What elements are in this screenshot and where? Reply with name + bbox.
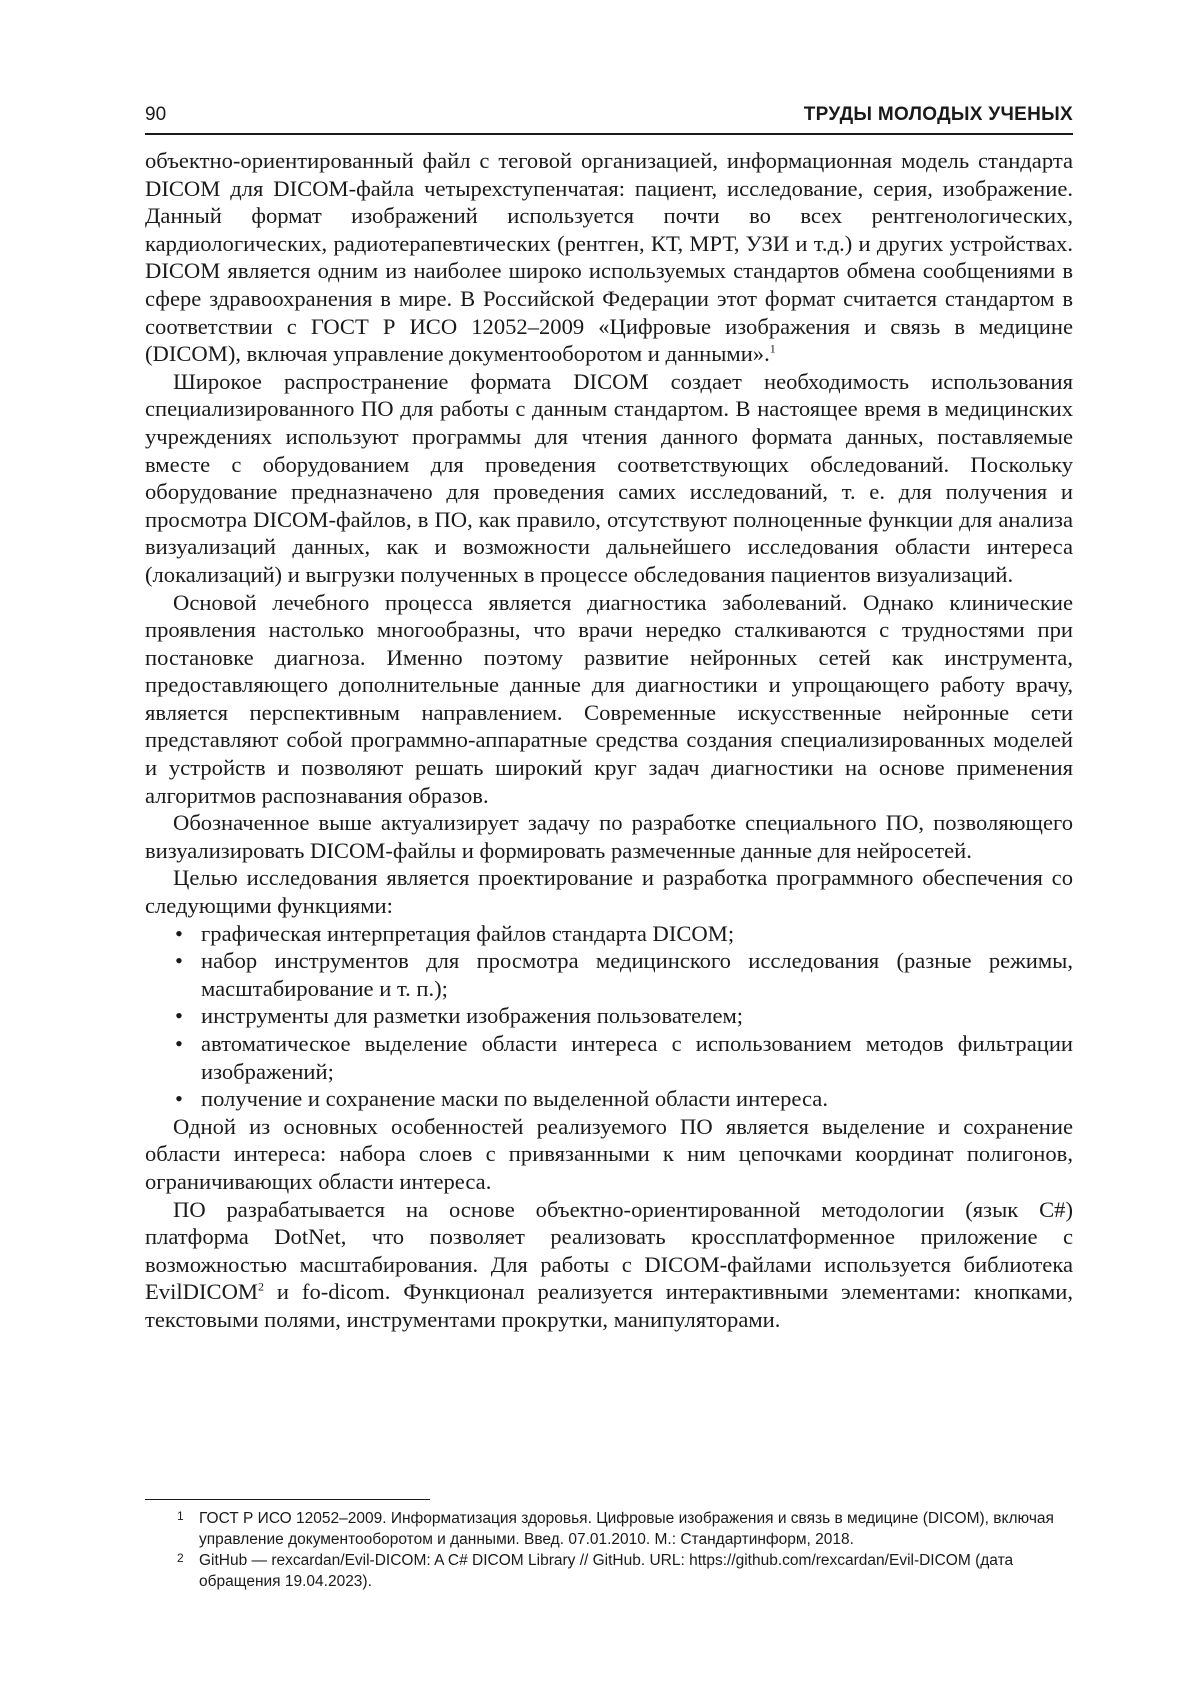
footnote-ref-1[interactable]: 1 (769, 341, 776, 356)
function-list (145, 920, 1073, 1113)
footnote-number: 1 (177, 1509, 184, 1523)
paragraph-1-text: объектно-ориентированный файл с теговой организацией, информационная модель стандарта DICOM для DICOM-файла четырехступенчатая: пациент, исследование, серия, изображение. Данный формат изображений используется почти во всех рентгенологических, кардиологических, радиотерапевтических (рентген, КТ, МРТ, УЗИ и т.д.) и других устройствах. DICOM является одним из наиболее широко используемых стандартов обмена сообщениями в сфере здравоохранения в мире. В Российской Федерации этот формат считается стандартом в соответствии с ГОСТ Р ИСО 12052–2009 «Цифровые изображения и связь в медицине (DICOM), включая управление документооборотом и данными». (145, 148, 1073, 367)
list-item: • инструменты для разметки изображения пользователем; (201, 1002, 1073, 1030)
footnote-1 (145, 1508, 1073, 1550)
paragraph-1 (145, 147, 1073, 368)
list-item: • автоматическое выделение области интереса с использованием методов фильтрации изображений; (201, 1030, 1073, 1085)
paragraph-2: Широкое распространение формата DICOM создает необходимость использования специализированного ПО для работы с данным стандартом. В настоящее время в медицинских учреждениях используют программы для чтения данного формата данных, поставляемые вместе с оборудованием для проведения соответствующих обследований. Поскольку оборудование предназначено для проведения самих исследований, т. е. для получения и просмотра DICOM-файлов, в ПО, как правило, отсутствуют полноценные функции для анализа визуализаций данных, как и возможности дальнейшего исследования области интереса (локализаций) и выгрузки полученных в процессе обследования пациентов визуализаций. (145, 368, 1073, 587)
footnote-divider (145, 1499, 430, 1500)
paragraph-7 (145, 1196, 1073, 1334)
footnote-text: ГОСТ Р ИСО 12052–2009. Информатизация здоровья. Цифровые изображения и связь в медицине (DICOM), включая управление документооборотом и данными. Введ. 07.01.2010. М.: Стандартинформ, 2018. (199, 1510, 1054, 1548)
footnote-2 (145, 1550, 1073, 1592)
list-item: • набор инструментов для просмотра медицинского исследования (разные режимы, масштабирование и т. п.); (201, 947, 1073, 1002)
page (145, 104, 1073, 1334)
list-item: • графическая интерпретация файлов стандарта DICOM; (201, 920, 1073, 948)
article-body (145, 147, 1073, 1334)
paragraph-4: Обозначенное выше актуализирует задачу по разработке специального ПО, позволяющего визуализировать DICOM-файлы и формировать размеченные данные для нейросетей. (145, 810, 1073, 863)
paragraph-7-text-a: ПО разрабатывается на основе объектно-ориентированной методологии (язык C#) платформа DotNet, что позволяет реализовать кроссплатформенное приложение с возможностью масштабирования. Для работы с DICOM-файлами используется библиотека EvilDICOM (145, 1196, 1073, 1305)
footnote-ref-2[interactable]: 2 (257, 1279, 264, 1294)
footnote-number: 2 (177, 1551, 184, 1565)
footnotes (145, 1508, 1073, 1592)
footnote-text[interactable]: GitHub — rexcardan/Evil-DICOM: A C# DICOM Library // GitHub. URL: https://github.com/rexcardan/Evil-DICOM (дата обращения 19.04.2023). (199, 1552, 1014, 1590)
running-header (145, 104, 1073, 135)
paragraph-6: Одной из основных особенностей реализуемого ПО является выделение и сохранение области интереса: набора слоев с привязанными к ним цепочками координат полигонов, ограничивающих области интереса. (145, 1113, 1073, 1194)
paragraph-5: Целью исследования является проектирование и разработка программного обеспечения со следующими функциями: (145, 865, 1073, 919)
list-item: • получение и сохранение маски по выделенной области интереса. (201, 1085, 1073, 1113)
paragraph-7-text-b: и fo-dicom. Функционал реализуется интерактивными элементами: кнопками, текстовыми полями, инструментами прокрутки, манипуляторами. (145, 1279, 1073, 1332)
paragraph-3: Основой лечебного процесса является диагностика заболеваний. Однако клинические проявления настолько многообразны, что врачи нередко сталкиваются с трудностями при постановке диагноза. Именно поэтому развитие нейронных сетей как инструмента, предоставляющего дополнительные данные для диагностики и упрощающего работу врачу, является перспективным направлением. Современные искусственные нейронные сети представляют собой программно-аппаратные средства создания специализированных моделей и устройств и позволяют решать широкий круг задач диагностики на основе применения алгоритмов распознавания образов. (145, 589, 1073, 808)
page-number: 90 (145, 104, 167, 125)
journal-title: ТРУДЫ МОЛОДЫХ УЧЕНЫХ (803, 104, 1073, 125)
